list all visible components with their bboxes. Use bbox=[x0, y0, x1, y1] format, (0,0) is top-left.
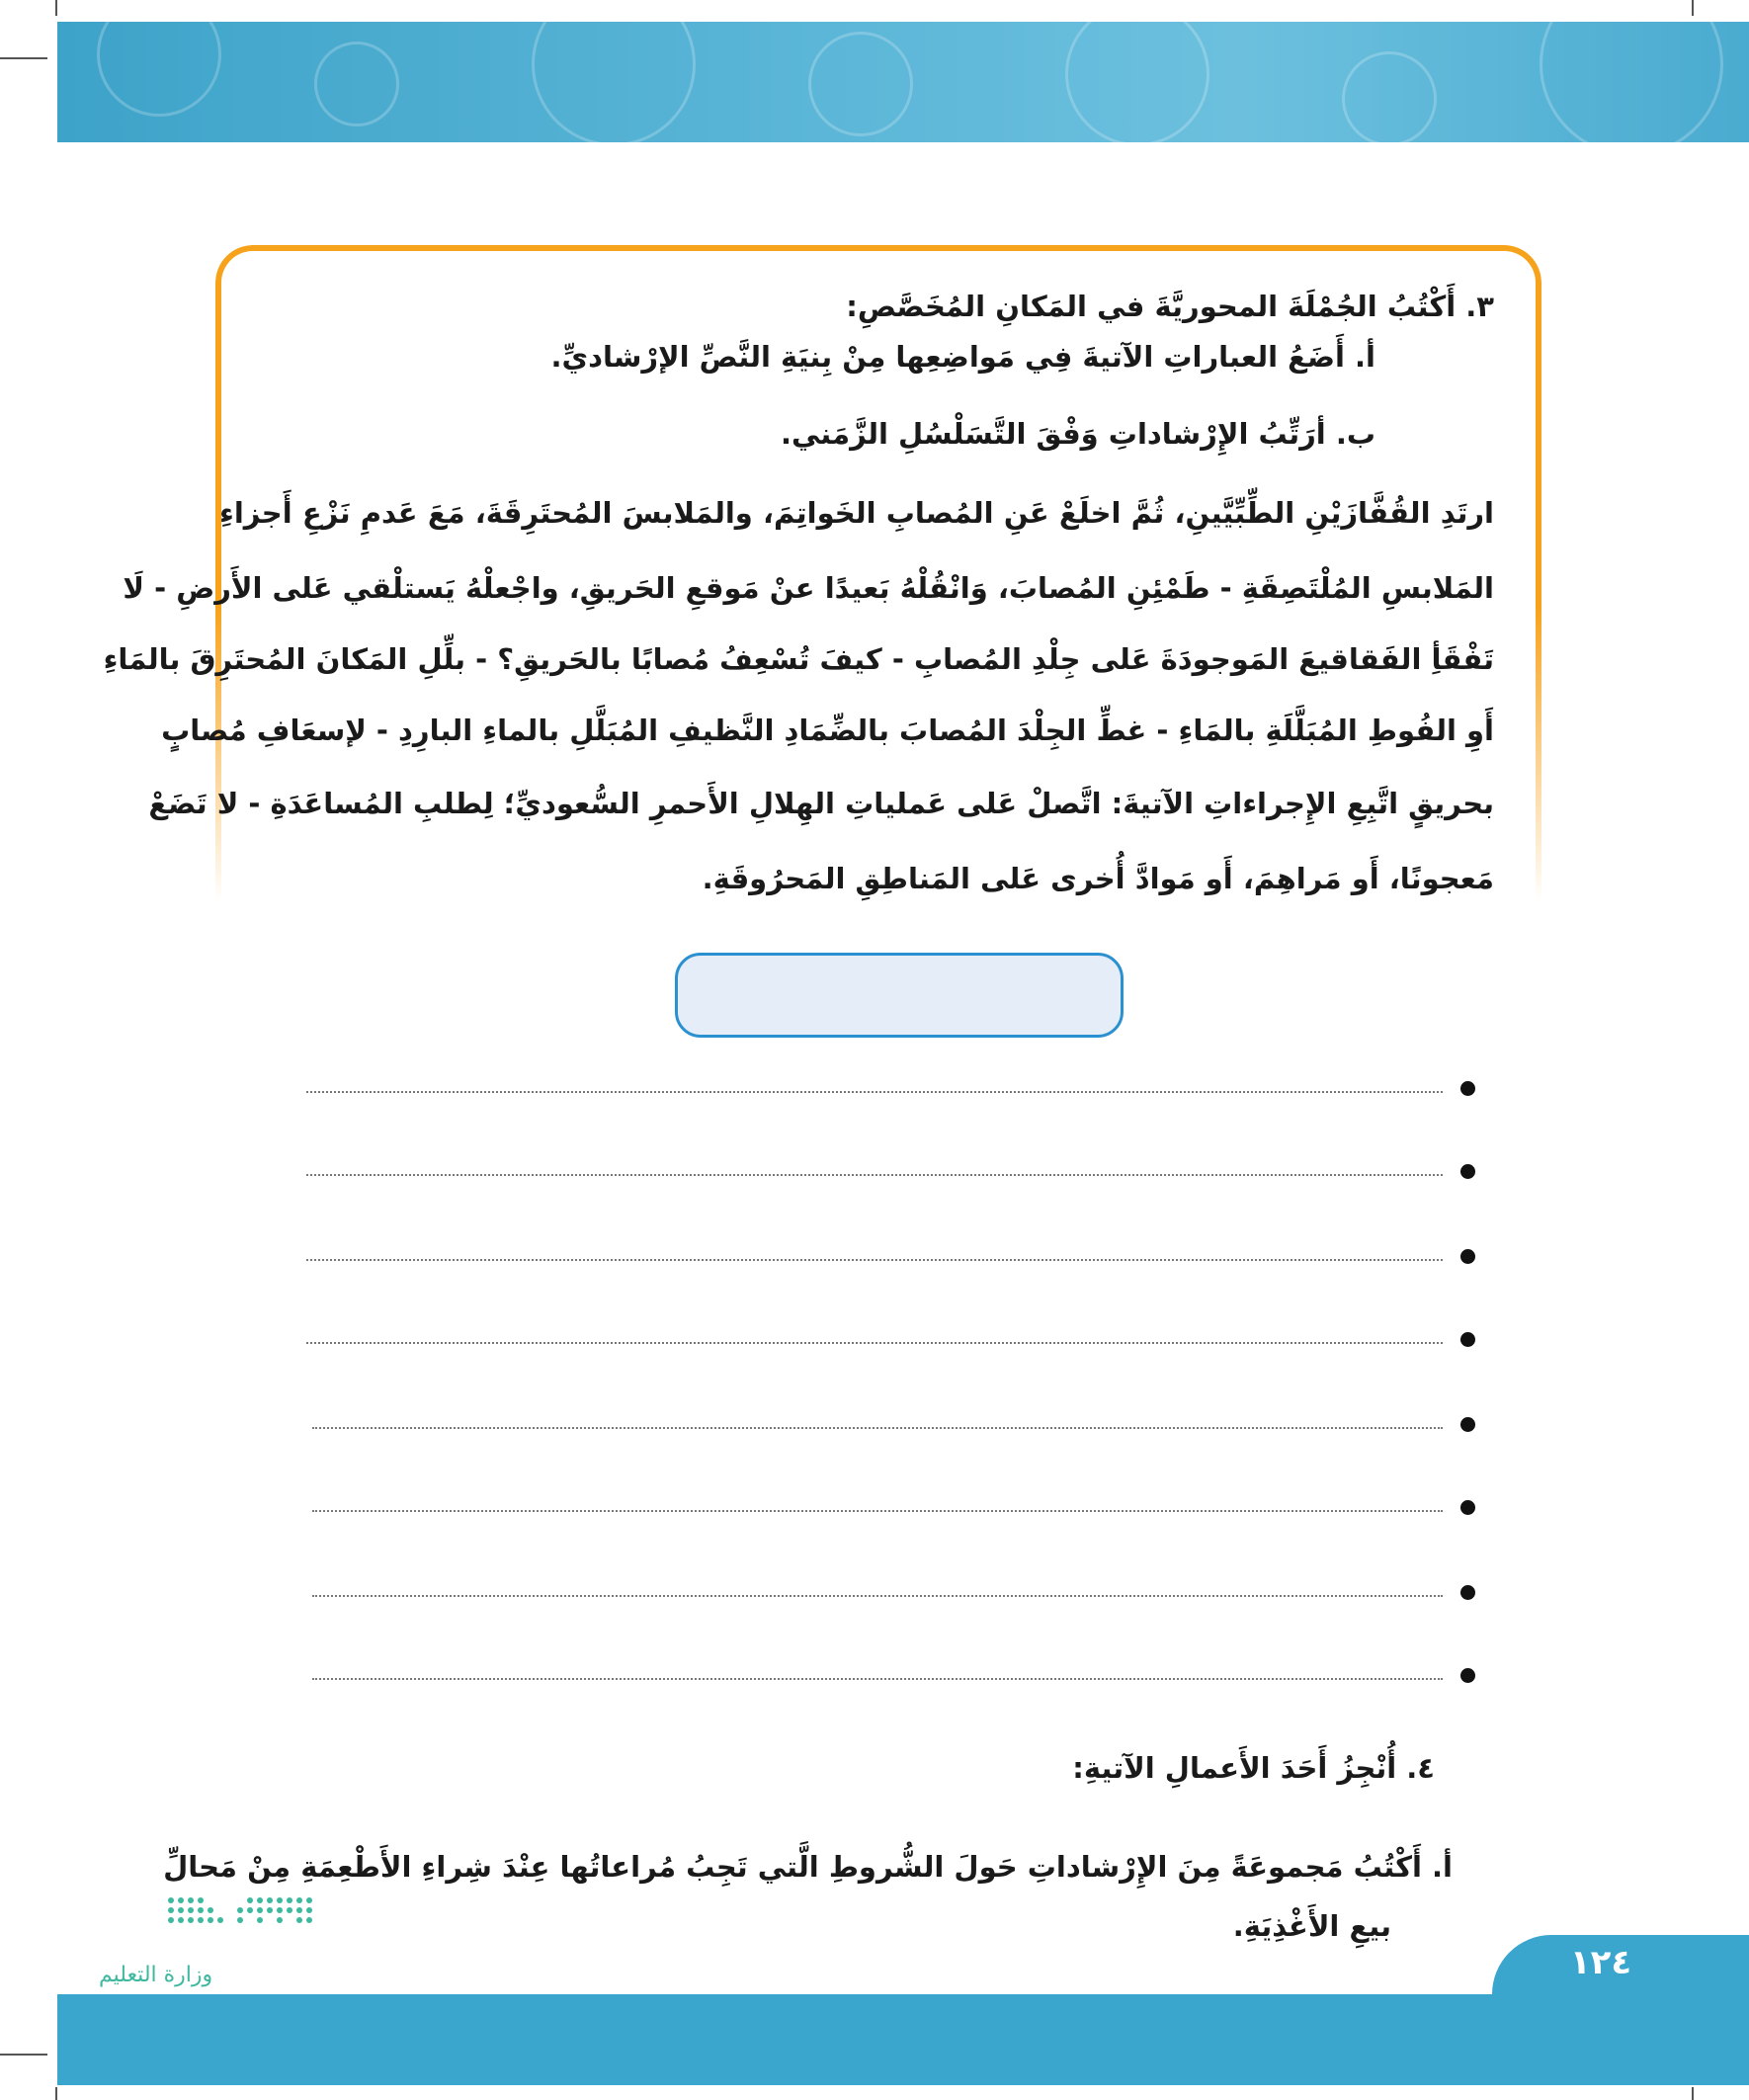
question-3-heading: ٣. أَكْتُبُ الجُمْلَةَ المحوريَّةَ في المَكانِ المُخَصَّصِ: bbox=[846, 290, 1494, 323]
bullet-icon bbox=[1460, 1500, 1475, 1515]
answer-line[interactable] bbox=[306, 1249, 1476, 1269]
answer-line[interactable] bbox=[312, 1585, 1476, 1605]
paragraph-line: ارتَدِ القُفَّازَيْنِ الطِّبِّيَّينِ، ثُمَّ اخلَعْ عَنِ المُصابِ الخَواتِمَ، والمَلابسَ المُحتَرِقَةَ، مَعَ عَدمِ نَزْعِ أَجزاءِ bbox=[219, 496, 1494, 530]
answer-line[interactable] bbox=[312, 1500, 1476, 1520]
bullet-icon bbox=[1460, 1417, 1475, 1432]
bullet-icon bbox=[1460, 1332, 1475, 1347]
header-banner bbox=[57, 22, 1749, 142]
bullet-icon bbox=[1460, 1081, 1475, 1096]
answer-line[interactable] bbox=[312, 1668, 1476, 1688]
crop-mark bbox=[0, 2054, 47, 2056]
paragraph-line: المَلابسِ المُلْتَصِقَةِ - طَمْئِنِ المُصابَ، وَانْقُلْهُ بَعيدًا عنْ مَوقعِ الحَريقِ، واجْعلْهُ يَستلْقي عَلى الأَرضِ - لَا bbox=[123, 571, 1494, 605]
central-sentence-answer-box[interactable] bbox=[675, 953, 1124, 1038]
paragraph-line: تَفْقَأِ الفَقاقيعَ المَوجودَةَ عَلى جِلْدِ المُصابِ - كيفَ تُسْعِفُ مُصابًا بالحَريقِ؟ - بلِّلِ المَكانَ المُحتَرِقَ بالمَاءِ bbox=[103, 642, 1494, 676]
bullet-icon bbox=[1460, 1585, 1475, 1600]
crop-mark bbox=[1692, 0, 1694, 16]
question-4-heading: ٤. أُنْجِزُ أَحَدَ الأَعمالِ الآتيةِ: bbox=[1072, 1751, 1435, 1785]
question-4-item-a-line2: بيعِ الأَغْذِيَةِ. bbox=[1232, 1909, 1391, 1943]
answer-line[interactable] bbox=[306, 1164, 1476, 1184]
crop-mark bbox=[55, 2087, 57, 2100]
bullet-icon bbox=[1460, 1668, 1475, 1683]
crop-mark bbox=[55, 0, 57, 16]
question-4-item-a-line1: أ. أَكْتُبُ مَجموعَةً مِنَ الإِرْشاداتِ حَولَ الشُّروطِ الَّتي تَجِبُ مُراعاتُها عِنْدَ شِراءِ الأَطْعِمَةِ مِنْ مَحالِّ bbox=[163, 1850, 1453, 1884]
ministry-logo-text: وزارة التعليم bbox=[99, 1963, 213, 1987]
question-3-item-a: أ. أَضَعُ العباراتِ الآتيةَ فِي مَواضِعِها مِنْ بِنيَةِ النَّصِّ الإرْشاديِّ. bbox=[550, 340, 1375, 374]
bullet-icon bbox=[1460, 1164, 1475, 1179]
question-3-item-b: ب. أرَتِّبُ الإِرْشاداتِ وَفْقَ التَّسَلْسُلِ الزَّمَني. bbox=[780, 417, 1375, 451]
answer-line[interactable] bbox=[312, 1417, 1476, 1437]
paragraph-line-last: مَعجونًا، أَو مَراهِمَ، أَو مَوادَّ أُخرى عَلى المَناطِقِ المَحرُوقَةِ. bbox=[702, 862, 1494, 895]
bullet-icon bbox=[1460, 1249, 1475, 1264]
answer-line[interactable] bbox=[306, 1081, 1476, 1101]
answer-line[interactable] bbox=[306, 1332, 1476, 1352]
page-number: ١٢٤ bbox=[1569, 1943, 1632, 1982]
crop-mark bbox=[0, 57, 47, 59]
crop-mark bbox=[1692, 2087, 1694, 2100]
paragraph-line: أَوِ الفُوطِ المُبَلَّلَةِ بالمَاءِ - غطِّ الجِلْدَ المُصابَ بالضِّمَادِ النَّظيفِ المُبَلَّلِ بالماءِ البارِدِ - لإسعَافِ مُصابٍ bbox=[161, 714, 1494, 747]
paragraph-line: بحريقٍ اتَّبِعِ الإِجراءاتِ الآتيةَ: اتَّصلْ عَلى عَملياتِ الهِلالِ الأَحمرِ السُّعوديِّ؛ لِطلبِ المُساعَدَةِ - لا تَضَعْ bbox=[148, 787, 1494, 820]
footer-banner bbox=[57, 1994, 1749, 2085]
